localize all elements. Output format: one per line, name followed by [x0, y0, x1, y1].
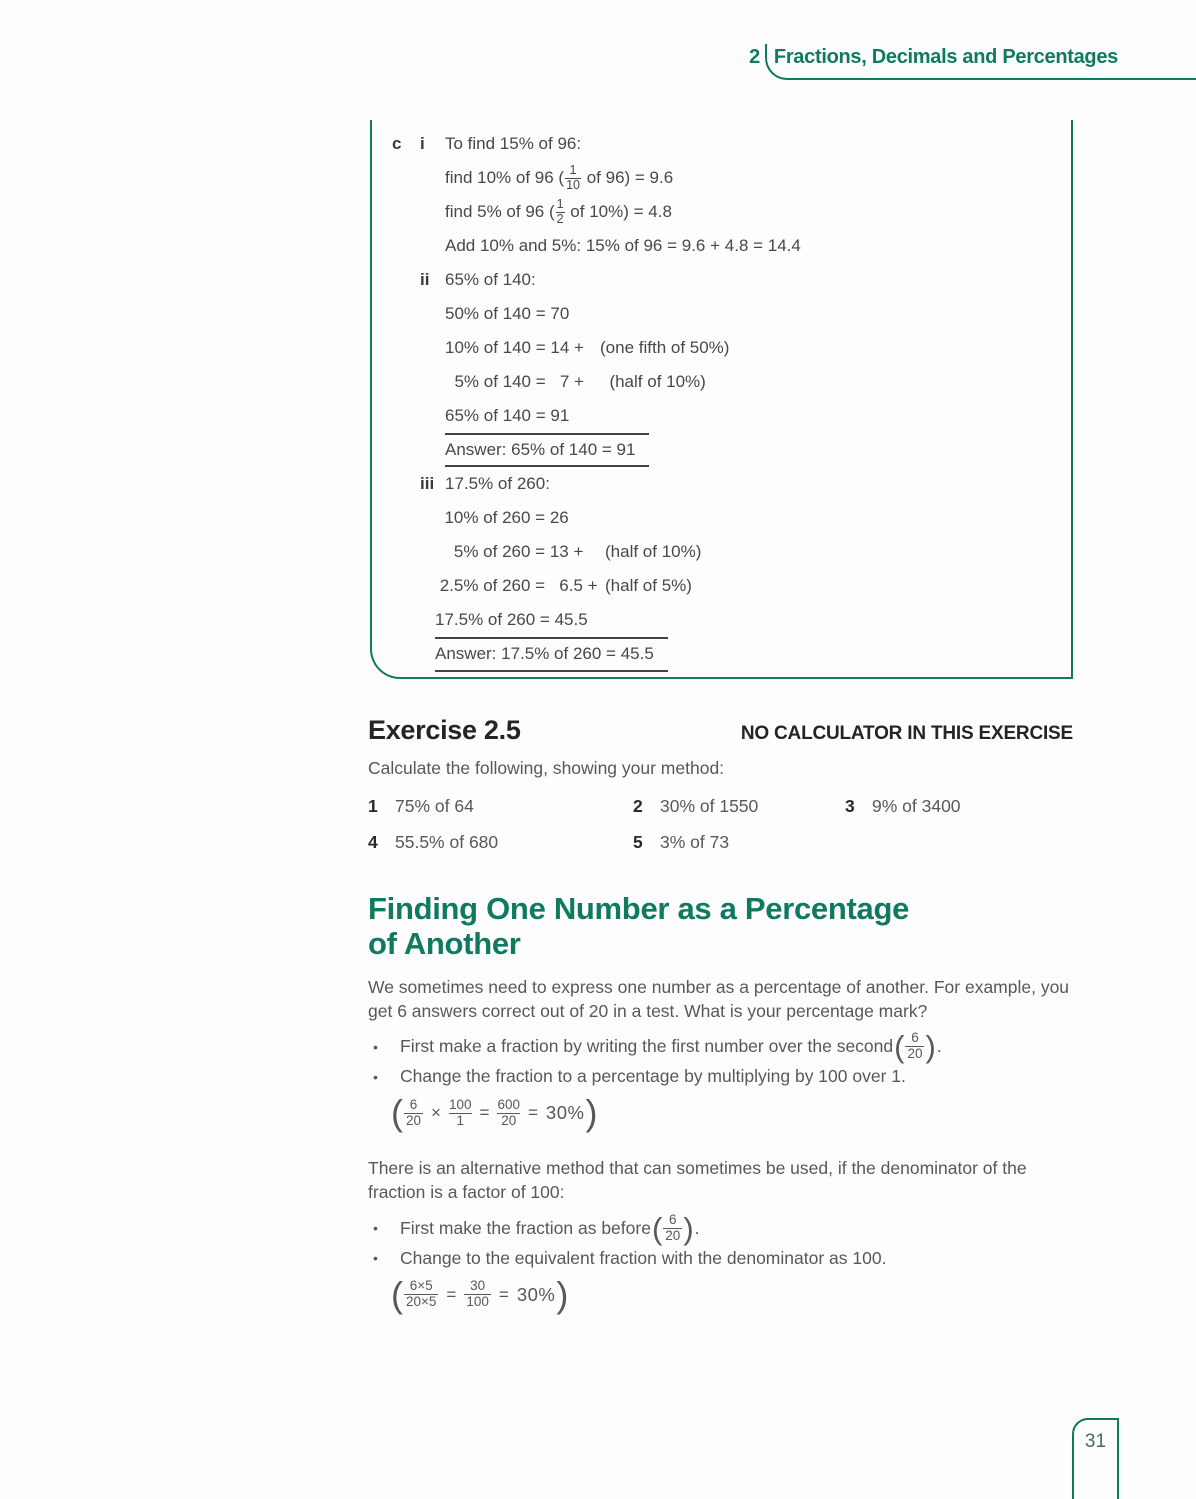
problem-number: 5 — [633, 832, 643, 852]
exercise-header — [368, 715, 1073, 746]
exercise-title: Exercise 2.5 — [368, 715, 521, 745]
equation-result: 30% — [545, 1102, 585, 1124]
bullet-icon: • — [373, 1250, 378, 1266]
fraction-100-1: $\frac{100}{1}$ — [448, 1096, 472, 1128]
equation-note: (one fifth of 50%) — [600, 338, 730, 357]
answer-box: Answer: 65% of 140 = 91 — [445, 433, 649, 467]
equation-text: 10% of 140 = 14 + — [445, 338, 584, 357]
left-paren: ( — [651, 1210, 663, 1246]
worked-example-line — [445, 399, 1071, 433]
fraction-30-100: $\frac{30}{100}$ — [466, 1278, 489, 1309]
problem-text: 55.5% of 680 — [395, 832, 499, 852]
no-calculator-note: NO CALCULATOR IN THIS EXERCISE — [740, 723, 1073, 744]
item-ii-title: 65% of 140: — [445, 270, 536, 289]
worked-example-line — [435, 569, 1071, 603]
fraction-1-10: $\frac{1}{10}$ — [566, 163, 580, 192]
equation-note: (half of 10%) — [600, 372, 706, 391]
item-iii-title: 17.5% of 260: — [445, 474, 550, 494]
chapter-title — [749, 46, 1118, 69]
bullet-item — [368, 1210, 1073, 1246]
worked-example-line — [435, 501, 1071, 535]
section-intro: We sometimes need to express one number as a percentage of another. For example, you get 6 answers correct out of 20 in a test. What is your percentage mark? — [368, 977, 1070, 1021]
problem-text: 3% of 73 — [660, 832, 730, 852]
item-ii-label: ii — [420, 270, 430, 289]
section-heading: Finding One Number as a Percentage of Another — [368, 891, 910, 961]
bullet-icon: • — [373, 1038, 378, 1055]
equation-text: of 96) = 9.6 — [581, 168, 674, 187]
equals-operator: = — [479, 1103, 490, 1123]
bullet-text: Change to the equivalent fraction with the denominator as 100. — [400, 1247, 887, 1268]
problem-text: 75% of 64 — [395, 796, 474, 816]
fraction-1-2: $\frac{1}{2}$ — [556, 197, 564, 226]
worked-example-line — [445, 297, 1071, 331]
exercise-problem — [368, 832, 633, 853]
equation-text: 10% of 260 = 26 — [435, 508, 569, 528]
equation-2 — [390, 1273, 1073, 1315]
alternative-method-paragraph: There is an alternative method that can sometimes be used, if the denominator of the fraction is a factor of 100: — [368, 1158, 1027, 1202]
bullet-item — [368, 1029, 1073, 1065]
right-paren: ) — [585, 1092, 598, 1134]
worked-example-line — [445, 365, 1071, 399]
problem-number: 1 — [368, 796, 378, 816]
worked-example-line — [435, 603, 1071, 637]
page-number: 31 — [1084, 1431, 1107, 1452]
left-paren: ( — [391, 1273, 403, 1315]
fraction-6-20: $\frac{6}{20}$ — [406, 1096, 422, 1128]
exercise-problem — [633, 796, 845, 817]
equation-text: 65% of 140 = 91 — [445, 406, 570, 425]
bullet-text: First make the fraction as before — [400, 1217, 651, 1238]
worked-example-line — [435, 535, 1071, 569]
equation-text: 2.5% of 260 = 6.5 + — [435, 576, 598, 596]
worked-example-line — [445, 229, 1071, 263]
worked-example-line — [392, 127, 1071, 161]
equation-text: Add 10% and 5%: 15% of 96 = 9.6 + 4.8 = 14.4 — [445, 236, 801, 255]
exercise-intro: Calculate the following, showing your method: — [368, 758, 725, 778]
worked-example-line — [392, 467, 1071, 501]
page-number-tab — [1072, 1418, 1119, 1499]
exercise-section — [368, 715, 1073, 853]
bullet-icon: • — [373, 1220, 378, 1236]
right-paren: ) — [925, 1029, 936, 1065]
equation-text: 17.5% of 260 = 45.5 — [435, 610, 588, 630]
problem-number: 4 — [368, 832, 378, 852]
fraction-6-20: $\frac{6}{20}$ — [907, 1030, 923, 1062]
exercise-problem — [368, 796, 633, 817]
equals-operator: = — [446, 1284, 457, 1304]
equation-result: 30% — [516, 1283, 556, 1305]
worked-example-line — [392, 263, 1071, 297]
worked-example-answer-row — [435, 637, 1071, 671]
exercise-problem — [845, 796, 1073, 817]
left-paren: ( — [391, 1092, 403, 1134]
multiply-operator: × — [431, 1103, 441, 1123]
exercise-problem-grid — [368, 796, 1073, 853]
bullet-text: . — [936, 1036, 942, 1057]
equation-text: of 10%) = 4.8 — [565, 202, 672, 221]
bullet-item — [368, 1248, 1073, 1269]
equals-operator: = — [498, 1284, 509, 1304]
problem-number: 2 — [633, 796, 643, 816]
equals-operator: = — [527, 1103, 538, 1123]
bullet-icon: • — [373, 1068, 378, 1085]
bullet-text: . — [694, 1217, 700, 1238]
left-paren: ( — [894, 1029, 905, 1065]
equation-note: (half of 10%) — [605, 542, 702, 562]
right-paren: ) — [556, 1273, 569, 1315]
equation-note: (half of 5%) — [605, 576, 692, 596]
problem-text: 30% of 1550 — [660, 796, 759, 816]
equation-text: find 10% of 96 ( — [445, 168, 565, 187]
bullet-text: First make a fraction by writing the first number over the second — [400, 1036, 894, 1057]
worked-example-line — [445, 161, 1071, 195]
right-paren: ) — [683, 1210, 694, 1246]
part-label: c — [392, 134, 402, 153]
answer-box: Answer: 17.5% of 260 = 45.5 — [435, 637, 668, 671]
bullet-item — [368, 1066, 1073, 1087]
item-i-label: i — [420, 134, 425, 153]
equation-text: 5% of 260 = 13 + — [435, 542, 584, 562]
problem-number: 3 — [845, 796, 855, 816]
section-finding-percentage — [368, 891, 1073, 1313]
fraction-6x5-20x5: $\frac{6\times 5}{20\times 5}$ — [406, 1278, 437, 1309]
bullet-text: Change the fraction to a percentage by multiplying by 100 over 1. — [400, 1066, 906, 1087]
worked-example-box — [370, 120, 1073, 679]
chapter-number: 2 — [749, 46, 760, 68]
equation-text: 5% of 140 = 7 + — [445, 372, 584, 391]
equation-text: 50% of 140 = 70 — [445, 304, 570, 323]
item-iii-label: iii — [420, 474, 435, 494]
equation-1 — [390, 1092, 1073, 1134]
problem-text: 9% of 3400 — [872, 796, 961, 816]
exercise-problem — [633, 832, 845, 853]
item-i-title: To find 15% of 96: — [445, 134, 582, 153]
worked-example-answer-row — [445, 433, 1071, 467]
fraction-6-20: $\frac{6}{20}$ — [665, 1211, 681, 1243]
equation-text: find 5% of 96 ( — [445, 202, 555, 221]
chapter-title-text: Fractions, Decimals and Percentages — [773, 46, 1118, 68]
fraction-600-20: $\frac{600}{20}$ — [497, 1096, 520, 1128]
worked-example-line — [445, 195, 1071, 229]
worked-example-line — [445, 331, 1071, 365]
